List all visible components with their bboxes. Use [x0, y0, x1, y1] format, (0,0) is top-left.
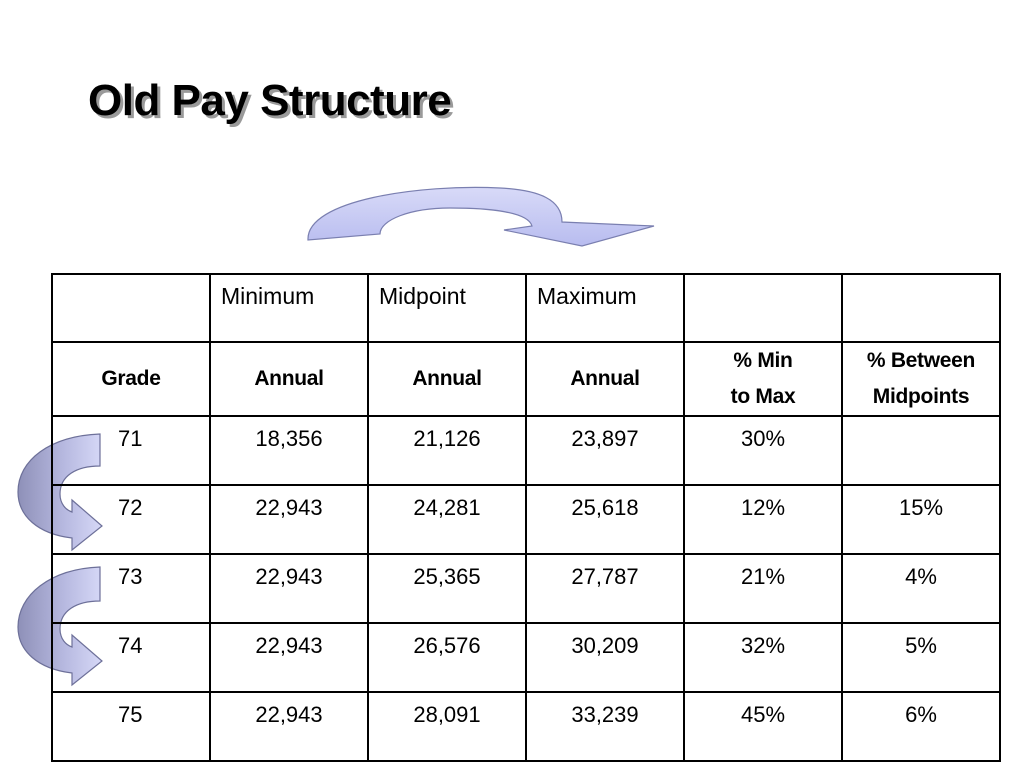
cell-maximum: 25,618: [526, 485, 684, 554]
header-pct-between-line2: Midpoints: [872, 385, 970, 408]
header-pct-between-line1: % Between: [866, 349, 976, 372]
cell-midpoint: 21,126: [368, 416, 526, 485]
cell-pct-min-max: 32%: [684, 623, 842, 692]
cell-pct-between: 6%: [842, 692, 1000, 761]
header-min-annual: [210, 342, 368, 416]
table-header-row-sub: [52, 342, 1000, 416]
cell-grade: 71: [52, 416, 210, 485]
header-pct-min-max-line2: to Max: [730, 385, 796, 408]
header-max-annual-label: Annual: [570, 367, 640, 390]
cell-pct-min-max: 45%: [684, 692, 842, 761]
curved-arrow-top-icon: [300, 182, 660, 254]
table-row: [52, 623, 1000, 692]
cell-midpoint: 28,091: [368, 692, 526, 761]
cell-maximum: 33,239: [526, 692, 684, 761]
cell-pct-min-max: 30%: [684, 416, 842, 485]
pay-structure-table: [51, 273, 1001, 762]
header-grade: [52, 342, 210, 416]
header-pct-min-max-line1: % Min: [733, 349, 793, 372]
header-top-cell: [842, 274, 1000, 342]
cell-maximum: 30,209: [526, 623, 684, 692]
cell-pct-min-max: 12%: [684, 485, 842, 554]
cell-midpoint: 24,281: [368, 485, 526, 554]
header-midpoint: Midpoint: [368, 274, 526, 342]
cell-minimum: 22,943: [210, 554, 368, 623]
cell-minimum: 22,943: [210, 485, 368, 554]
header-pct-min-max: [684, 342, 842, 416]
table-row: [52, 554, 1000, 623]
table-row: [52, 416, 1000, 485]
cell-pct-between: 15%: [842, 485, 1000, 554]
cell-pct-between: 5%: [842, 623, 1000, 692]
header-max-annual: [526, 342, 684, 416]
cell-pct-between: 4%: [842, 554, 1000, 623]
cell-pct-min-max: 21%: [684, 554, 842, 623]
header-maximum: Maximum: [526, 274, 684, 342]
header-pct-between-midpoints: [842, 342, 1000, 416]
table-header-row-top: [52, 274, 1000, 342]
cell-minimum: 22,943: [210, 623, 368, 692]
cell-grade: 74: [52, 623, 210, 692]
table-row: [52, 485, 1000, 554]
cell-grade: 73: [52, 554, 210, 623]
header-mid-annual: [368, 342, 526, 416]
cell-midpoint: 25,365: [368, 554, 526, 623]
cell-grade: 72: [52, 485, 210, 554]
table-row: [52, 692, 1000, 761]
cell-minimum: 22,943: [210, 692, 368, 761]
header-min-annual-label: Annual: [254, 367, 324, 390]
cell-maximum: 23,897: [526, 416, 684, 485]
cell-minimum: 18,356: [210, 416, 368, 485]
header-top-cell: [52, 274, 210, 342]
header-grade-label: Grade: [101, 367, 161, 390]
cell-pct-between: [842, 416, 1000, 485]
header-minimum: Minimum: [210, 274, 368, 342]
slide-title: Old Pay Structure: [88, 76, 452, 125]
header-mid-annual-label: Annual: [412, 367, 482, 390]
cell-grade: 75: [52, 692, 210, 761]
cell-maximum: 27,787: [526, 554, 684, 623]
header-top-cell: [684, 274, 842, 342]
cell-midpoint: 26,576: [368, 623, 526, 692]
